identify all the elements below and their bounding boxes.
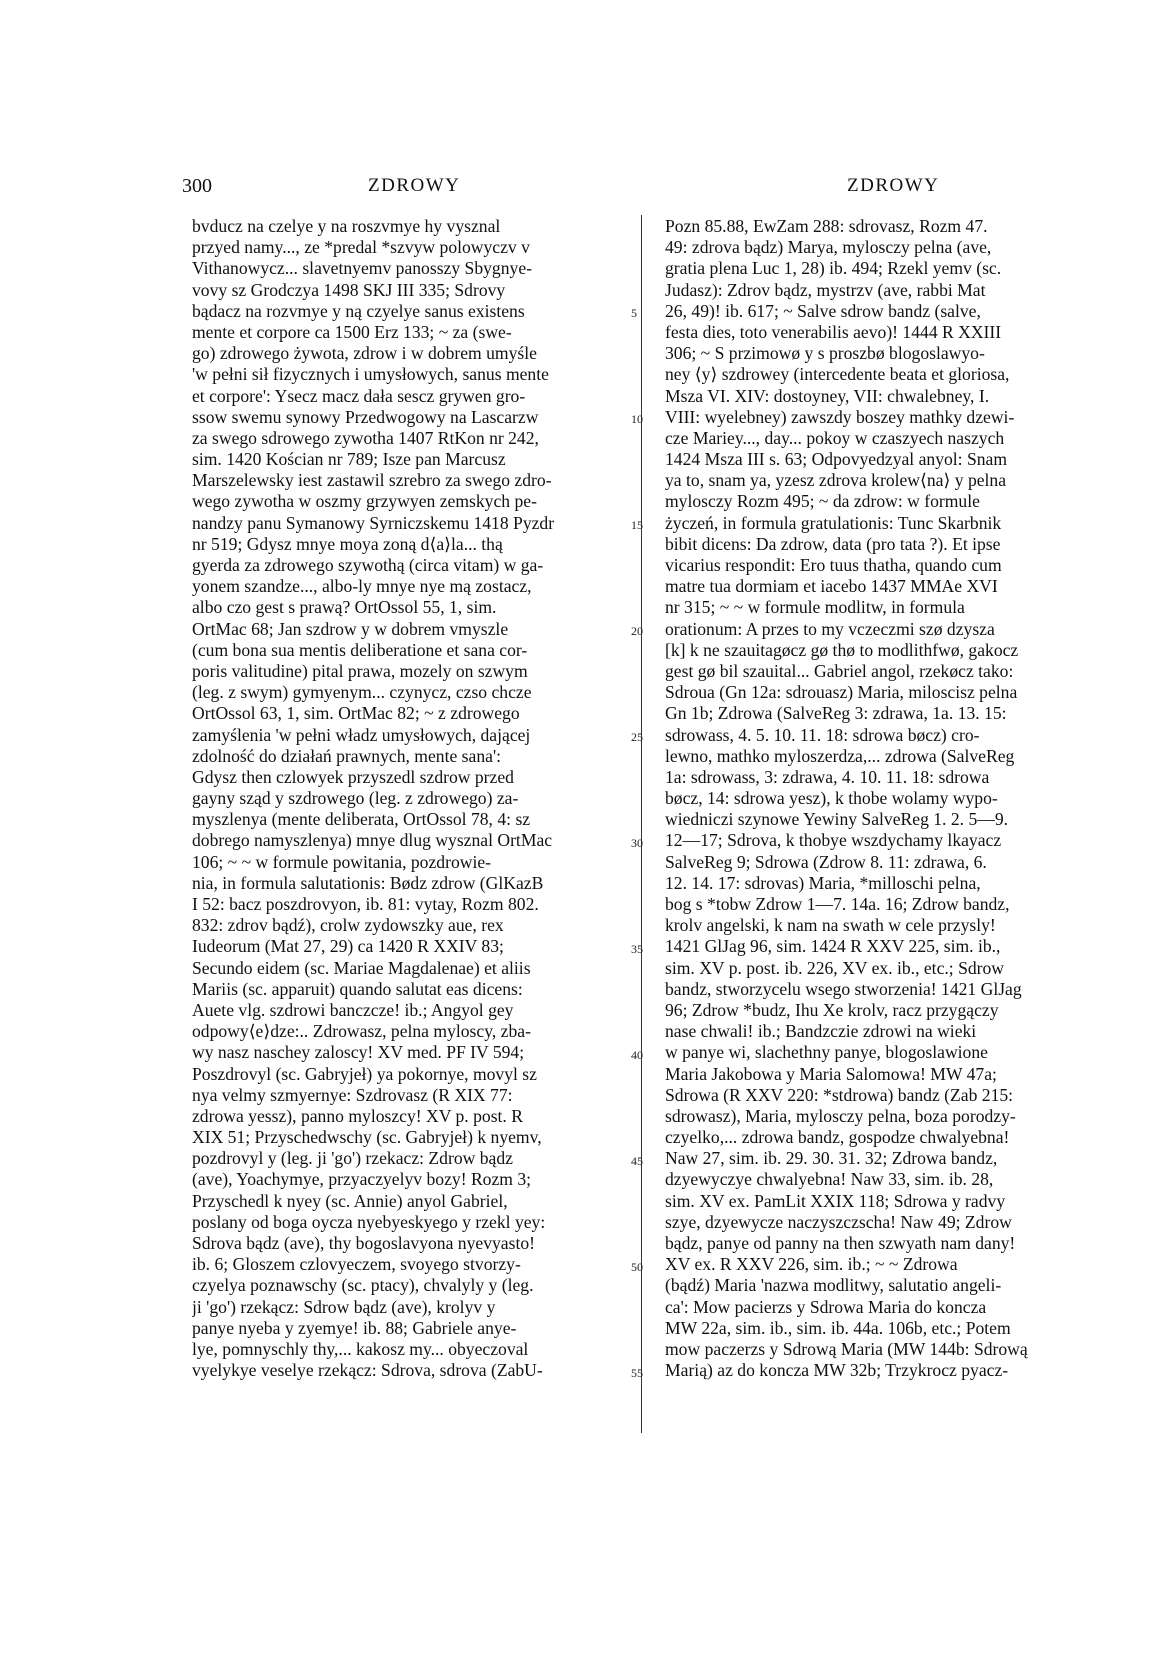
- text-line: Sdrowa (R XXV 220: *stdrowa) bandz (Zab 215:: [665, 1084, 1014, 1105]
- page-number: 300: [182, 175, 212, 197]
- text-line: Judasz): Zdrov bądz, mystrzv (ave, rabbi Mat: [665, 279, 986, 300]
- text-line: 49: zdrova bądz) Marya, mylosczy pelna (ave,: [665, 237, 992, 258]
- right-text-column: [665, 216, 1084, 1381]
- text-line: dzyewyczye chwalyebna! Naw 33, sim. ib. 28,: [665, 1169, 994, 1190]
- text-line: Iudeorum (Mat 27, 29) ca 1420 R XXIV 83;: [192, 936, 504, 957]
- text-line: mow paczerzs y Sdrową Maria (MW 144b: Sdrową: [665, 1338, 1028, 1359]
- text-line: 306; ~ S przimowø y s proszbø blogoslawyo-: [665, 343, 985, 364]
- text-line: OrtOssol 63, 1, sim. OrtMac 82; ~ z zdrowego: [192, 703, 520, 724]
- text-line: ya to, snam ya, yzesz zdrova krolew⟨na⟩ y pelna: [665, 470, 1007, 491]
- line-number: 20: [631, 623, 643, 638]
- text-line: gayny sząd y szdrowego (leg. z zdrowego) za-: [192, 788, 519, 809]
- text-line: VIII: wyelebney) zawszdy boszey mathky dzewi-: [665, 406, 1015, 427]
- text-line: bądz, panye od panny na then szwyath nam dany!: [665, 1233, 1016, 1253]
- text-line: (bądź) Maria 'nazwa modlitwy, salutatio angeli-: [665, 1275, 1002, 1296]
- text-line: et corpore': Ysecz macz dała sescz grywen gro-: [192, 385, 526, 406]
- text-line: gratia plena Luc 1, 28) ib. 494; Rzekl yemv (sc.: [665, 258, 1002, 279]
- text-line: (ave), Yoachymye, przyaczyelyv bozy! Rozm 3;: [192, 1169, 532, 1190]
- text-line: nr 315; ~ ~ w formule modlitw, in formula: [665, 597, 965, 618]
- text-line: festa dies, toto venerabilis aevo)! 1444 R XXIII: [665, 321, 1002, 342]
- text-line: czyelya poznawschy (sc. ptacy), chvalyly y (leg.: [192, 1275, 534, 1296]
- text-line: Naw 27, sim. ib. 29. 30. 31. 32; Zdrowa bandz,: [665, 1148, 998, 1169]
- text-line: dobrego namyszlenya) mnye dlug wysznal OrtMac: [192, 830, 553, 851]
- text-line: XIX 51; Przyschedwschy (sc. Gabryjeł) k nyemv,: [192, 1127, 542, 1148]
- text-line: albo czo gest s prawą? OrtOssol 55, 1, sim.: [192, 597, 497, 618]
- text-line: 26, 49)! ib. 617; ~ Salve sdrow bandz (salve,: [665, 300, 981, 321]
- text-line: SalveReg 9; Sdrowa (Zdrow 8. 11: zdrawa, 6.: [665, 851, 987, 872]
- text-line: poris valitudine) pital prawa, mozely on szwym: [192, 660, 528, 681]
- text-line: vicarius respondit: Ero tuus thatha, quando cum: [665, 555, 1002, 575]
- text-line: [k] k ne szauitagøcz gø thø to modlithfwø, gakocz: [665, 639, 1019, 660]
- text-line: życzeń, in formula gratulationis: Tunc Skarbnik: [665, 512, 1002, 533]
- text-line: ca': Mow pacierzs y Sdrowa Maria do koncza: [665, 1296, 987, 1317]
- text-line: nr 519; Gdysz mnye moya zoną d⟨a⟩la... thą: [192, 533, 503, 554]
- running-head-right: ZDROWY: [847, 175, 940, 196]
- text-line: poslany od boga oycza nyebyeskyego y rzekl yey:: [192, 1211, 546, 1232]
- text-line: bøcz, 14: sdrowa yesz), k thobe wolamy wypo-: [665, 788, 998, 809]
- text-line: Poszdrovyl (sc. Gabryjeł) ya pokornye, movyl sz: [192, 1063, 537, 1084]
- line-number: 40: [631, 1047, 643, 1062]
- text-line: zdrowa yessz), panno myloszcy! XV p. post. R: [192, 1105, 523, 1126]
- text-line: panye nyeba y zyemye! ib. 88; Gabriele anye-: [192, 1317, 517, 1338]
- text-line: Pozn 85.88, EwZam 288: sdrovasz, Rozm 47.: [665, 216, 988, 236]
- text-line: Gdysz then czlowyek przyszedl szdrow przed: [192, 766, 514, 787]
- text-line: ji 'go') rzekącz: Sdrow bądz (ave), krolyv y: [192, 1296, 496, 1317]
- text-line: zdolność do działań prawnych, mente sana':: [192, 745, 501, 766]
- line-number: 10: [631, 411, 643, 426]
- text-line: 'w pełni sił fizycznych i umysłowych, sanus mente: [192, 364, 549, 385]
- text-line: nandzy panu Symanowy Syrniczskemu 1418 Pyzdr: [192, 512, 555, 533]
- left-text-column: [192, 216, 612, 1381]
- text-line: 832: zdrov bądź), crolw zydowszky aue, rex: [192, 915, 504, 936]
- text-line: sdrowass, 4. 5. 10. 11. 18: sdrowa bøcz) cro-: [665, 724, 980, 745]
- text-line: 12—17; Sdrova, k thobye wszdychamy lkayacz: [665, 830, 1002, 851]
- text-line: pozdrovyl y (leg. ji 'go') rzekacz: Zdrow bądz: [192, 1148, 513, 1169]
- text-line: bandz, stworzycelu wsego stworzenia! 1421 GlJag: [665, 978, 1022, 999]
- text-line: Marią) az do koncza MW 32b; Trzykrocz pyacz-: [665, 1360, 1009, 1381]
- text-line: Sdrova bądz (ave), thy bogoslavyona nyevyasto!: [192, 1233, 535, 1253]
- text-line: sim. 1420 Kościan nr 789; Isze pan Marcusz: [192, 449, 506, 470]
- text-line: 12. 14. 17: sdrovas) Maria, *milloschi pelna,: [665, 872, 981, 893]
- text-line: Przyschedl k nyey (sc. Annie) anyol Gabriel,: [192, 1190, 508, 1211]
- text-line: XV ex. R XXV 226, sim. ib.; ~ ~ Zdrowa: [665, 1254, 958, 1275]
- text-line: sim. XV ex. PamLit XXIX 118; Sdrowa y radvy: [665, 1190, 1006, 1211]
- text-line: w panye wi, slachethny panye, blogoslawione: [665, 1042, 988, 1063]
- text-line: mente et corpore ca 1500 Erz 133; ~ za (swe-: [192, 321, 512, 342]
- text-line: vovy sz Grodczya 1498 SKJ III 335; Sdrovy: [192, 279, 506, 300]
- text-line: wiedniczi szynowe Yewiny SalveReg 1. 2. 5—9.: [665, 809, 1009, 830]
- text-line: Secundo eidem (sc. Mariae Magdalenae) et aliis: [192, 957, 531, 978]
- text-line: wego zywotha w oszmy grzywyen zemskych pe-: [192, 491, 537, 512]
- text-line: mylosczy Rozm 495; ~ da zdrow: w formule: [665, 491, 980, 512]
- text-line: Mariis (sc. apparuit) quando salutat eas dicens:: [192, 978, 523, 999]
- text-line: lewno, mathko myloszerdza,... zdrowa (SalveReg: [665, 745, 1015, 766]
- text-line: Gn 1b; Zdrowa (SalveReg 3: zdrawa, 1a. 13. 15:: [665, 703, 1007, 724]
- text-line: matre tua dormiam et iacebo 1437 MMAe XVI: [665, 576, 998, 597]
- text-line: Sdroua (Gn 12a: sdrouasz) Maria, miloscisz pelna: [665, 682, 1018, 703]
- text-line: vyelykye veselye rzekącz: Sdrova, sdrova (ZabU-: [192, 1360, 543, 1381]
- text-line: bog s *tobw Zdrow 1—7. 14a. 16; Zdrow bandz,: [665, 894, 1010, 914]
- line-number: 35: [631, 941, 643, 956]
- text-line: 1424 Msza III s. 63; Odpovyedzyal anyol: Snam: [665, 449, 1008, 470]
- text-line: bądacz na rozvmye y ną czyelye sanus existens: [192, 300, 525, 321]
- line-number: 30: [631, 835, 643, 850]
- text-line: szye, dzyewycze naczyszczscha! Naw 49; Zdrow: [665, 1211, 1012, 1232]
- text-line: Vithanowycz... slavetnyemv panosszy Sbygnye-: [192, 258, 532, 279]
- text-line: wy nasz naschey zaloscy! XV med. PF IV 594;: [192, 1042, 525, 1063]
- text-line: odpowy⟨e⟩dze:.. Zdrowasz, pelna myloscy, zba-: [192, 1021, 531, 1042]
- text-line: zamyślenia 'w pełni władz umysłowych, dającej: [192, 724, 531, 745]
- line-number: 15: [631, 517, 643, 532]
- text-line: 1421 GlJag 96, sim. 1424 R XXV 225, sim. ib.,: [665, 936, 1001, 957]
- text-line: lye, pomnyschly thy,... kakosz my... obyeczoval: [192, 1338, 529, 1359]
- text-line: Msza VI. XIV: dostoyney, VII: chwalebney, I.: [665, 385, 990, 406]
- text-line: sim. XV p. post. ib. 226, XV ex. ib., etc.; Sdrow: [665, 957, 1005, 978]
- text-line: myszlenya (mente deliberata, OrtOssol 78, 4: sz: [192, 809, 531, 830]
- text-line: ib. 6; Gloszem czlovyeczem, svoyego stvorzy-: [192, 1254, 521, 1275]
- text-line: 1a: sdrowass, 3: zdrawa, 4. 10. 11. 18: sdrowa: [665, 766, 990, 787]
- text-line: 106; ~ ~ w formule powitania, pozdrowie-: [192, 851, 491, 872]
- text-line: przyed namy..., ze *predal *szvyw polowyczv v: [192, 237, 530, 258]
- column-divider: [641, 215, 642, 1433]
- text-line: OrtMac 68; Jan szdrow y w dobrem vmyszle: [192, 618, 509, 639]
- running-head-left: ZDROWY: [368, 175, 461, 196]
- text-line: gyerda za zdrowego szywothą (circa vitam) w ga-: [192, 555, 544, 575]
- text-line: MW 22a, sim. ib., sim. ib. 44a. 106b, etc.; Potem: [665, 1317, 1011, 1338]
- line-number: 25: [631, 729, 643, 744]
- text-line: nase chwali! ib.; Bandzczie zdrowi na wieki: [665, 1021, 977, 1042]
- text-line: nya velmy szmyernye: Szdrovasz (R XIX 77:: [192, 1084, 513, 1105]
- text-line: (cum bona sua mentis deliberatione et sana cor-: [192, 639, 528, 660]
- text-line: yonem szandze..., albo-ly mnye nye mą zostacz,: [192, 576, 532, 597]
- text-line: Maria Jakobowa y Maria Salomowa! MW 47a;: [665, 1063, 997, 1084]
- text-line: Marszelewsky iest zastawil szrebro za swego zdro-: [192, 470, 552, 491]
- text-line: gest gø bil szauital... Gabriel angol, rzekøcz tako:: [665, 660, 1014, 681]
- text-line: go) zdrowego żywota, zdrow i w dobrem umyśle: [192, 343, 537, 364]
- text-line: orationum: A przes to my vczeczmi szø dzysza: [665, 618, 995, 639]
- text-line: krolv angelski, k nam na swath w cele przysly!: [665, 915, 996, 936]
- text-line: cze Mariey..., day... pokoy w czaszyech naszych: [665, 427, 1005, 448]
- text-line: (leg. z swym) gymyenym... czynycz, czso chcze: [192, 682, 532, 703]
- text-line: nia, in formula salutationis: Bødz zdrow (GlKazB: [192, 872, 544, 893]
- text-line: 96; Zdrow *budz, Ihu Xe krolv, racz przygączy: [665, 999, 999, 1020]
- text-line: ney ⟨y⟩ szdrowey (intercedente beata et gloriosa,: [665, 364, 1010, 385]
- line-number: 5: [631, 305, 637, 320]
- text-line: czyelko,... zdrowa bandz, gospodze chwalyebna!: [665, 1127, 1010, 1148]
- text-line: bvducz na czelye y na roszvmye hy vysznal: [192, 216, 501, 236]
- text-line: bibit dicens: Da zdrow, data (pro tata ?). Et ipse: [665, 533, 1001, 554]
- text-line: I 52: bacz poszdrovyon, ib. 81: vytay, Rozm 802.: [192, 894, 539, 914]
- line-number: 55: [631, 1365, 643, 1380]
- text-line: za swego sdrowego zywotha 1407 RtKon nr 242,: [192, 427, 539, 448]
- line-number: 45: [631, 1153, 643, 1168]
- line-number: 50: [631, 1259, 643, 1274]
- text-line: ssow swemu synowy Przedwogowy na Lascarzw: [192, 406, 539, 427]
- text-line: Auete vlg. szdrowi banczcze! ib.; Angyol gey: [192, 999, 514, 1020]
- text-line: sdrowasz), Maria, mylosczy pelna, boza porodzy-: [665, 1105, 1016, 1126]
